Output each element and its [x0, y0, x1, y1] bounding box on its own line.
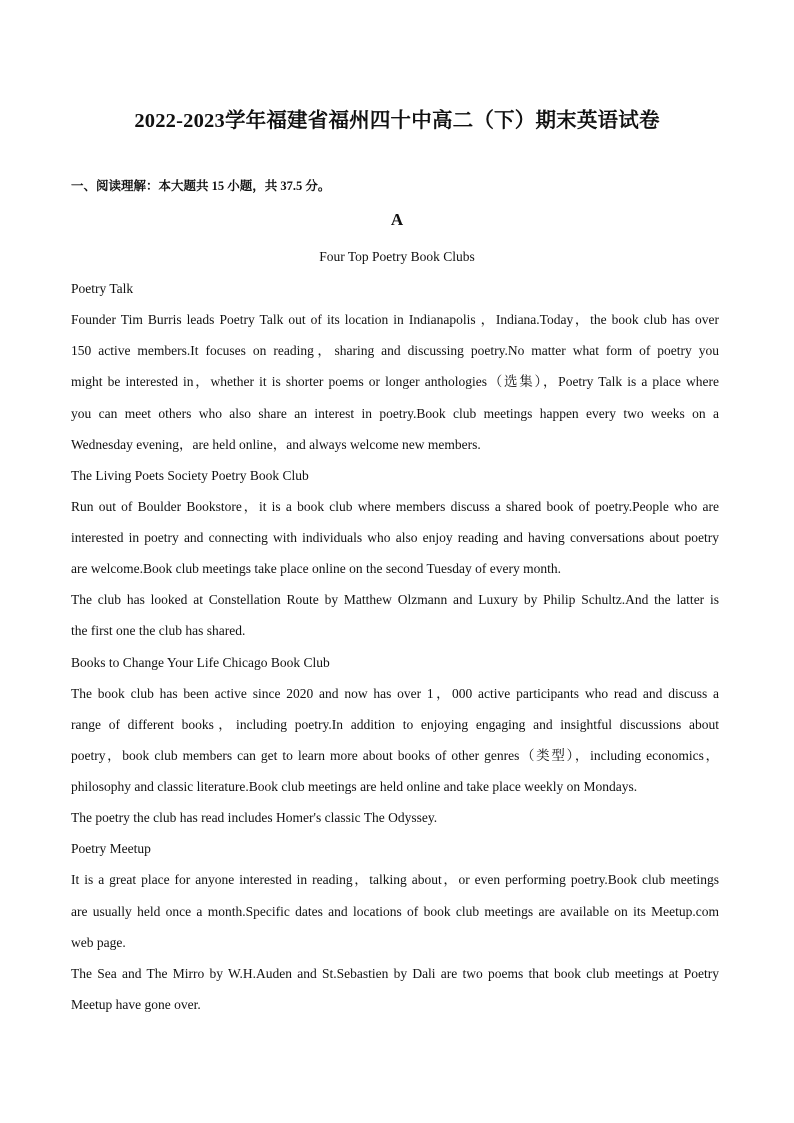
- passage-line: Wednesday evening，are held online，and always welcome new members.: [71, 436, 481, 452]
- passage-letter: A: [390, 210, 404, 229]
- passage-line: the first one the club has shared.: [71, 623, 246, 639]
- passage-line: Founder Tim Burris leads Poetry Talk out of its location in Indianapolis ，Indiana.Today，the book club has over: [71, 312, 719, 328]
- passage-line: you can meet others who also share an interest in poetry.Book club meetings happen every two weeks on a: [71, 405, 719, 421]
- club-heading-books-to-change: Books to Change Your Life Chicago Book Club: [71, 654, 330, 670]
- passage-body: [71, 280, 719, 1027]
- passage-line: interested in poetry and connecting with individuals who also enjoy reading and having conversations about poetry: [71, 530, 719, 545]
- passage-line: are usually held once a month.Specific dates and locations of book club meetings are available on its Meetup.com: [71, 903, 719, 919]
- section-heading: 一、阅读理解：本大题共 15 小题，共 37.5 分。: [71, 179, 331, 193]
- passage-line: Meetup have gone over.: [71, 996, 201, 1012]
- passage-line: might be interested in，whether it is shorter poems or longer anthologies（选集），Poetry Talk is a place where: [71, 374, 719, 390]
- passage-line: range of different books，including poetry.In addition to enjoying engaging and insightful discussions about: [71, 716, 719, 732]
- passage-line: poetry，book club members can get to learn more about books of other genres（类型），including economics，: [71, 747, 719, 763]
- passage-line: The poetry the club has read includes Homer's classic The Odyssey.: [71, 810, 438, 826]
- club-heading-poetry-meetup: Poetry Meetup: [71, 841, 151, 857]
- passage-line: 150 active members.It focuses on reading，sharing and discussing poetry.No matter what form of poetry you: [71, 343, 719, 359]
- passage-line: The club has looked at Constellation Route by Matthew Olzmann and Luxury by Philip Schultz.And the latter is: [71, 592, 719, 608]
- passage-line: It is a great place for anyone interested in reading，talking about，or even performing poetry.Book club meetings: [71, 872, 719, 888]
- passage-line: web page.: [71, 934, 126, 950]
- exam-title: 2022-2023学年福建省福州四十中高二（下）期末英语试卷: [134, 110, 660, 132]
- passage-line: Run out of Boulder Bookstore，it is a book club where members discuss a shared book of poetry.People who are: [71, 498, 719, 514]
- club-heading-living-poets: The Living Poets Society Poetry Book Club: [71, 467, 309, 483]
- passage-line: The book club has been active since 2020 and now has over 1，000 active participants who read and discuss a: [71, 685, 719, 701]
- passage-line: The Sea and The Mirro by W.H.Auden and St.Sebastien by Dali are two poems that book club meetings at Poetry: [71, 965, 719, 981]
- passage-line: philosophy and classic literature.Book club meetings are held online and take place weekly on Mondays.: [71, 779, 638, 794]
- club-heading-poetry-talk: Poetry Talk: [71, 281, 134, 296]
- passage-line: are welcome.Book club meetings take place online on the second Tuesday of every month.: [71, 561, 561, 577]
- passage-title: Four Top Poetry Book Clubs: [319, 249, 475, 264]
